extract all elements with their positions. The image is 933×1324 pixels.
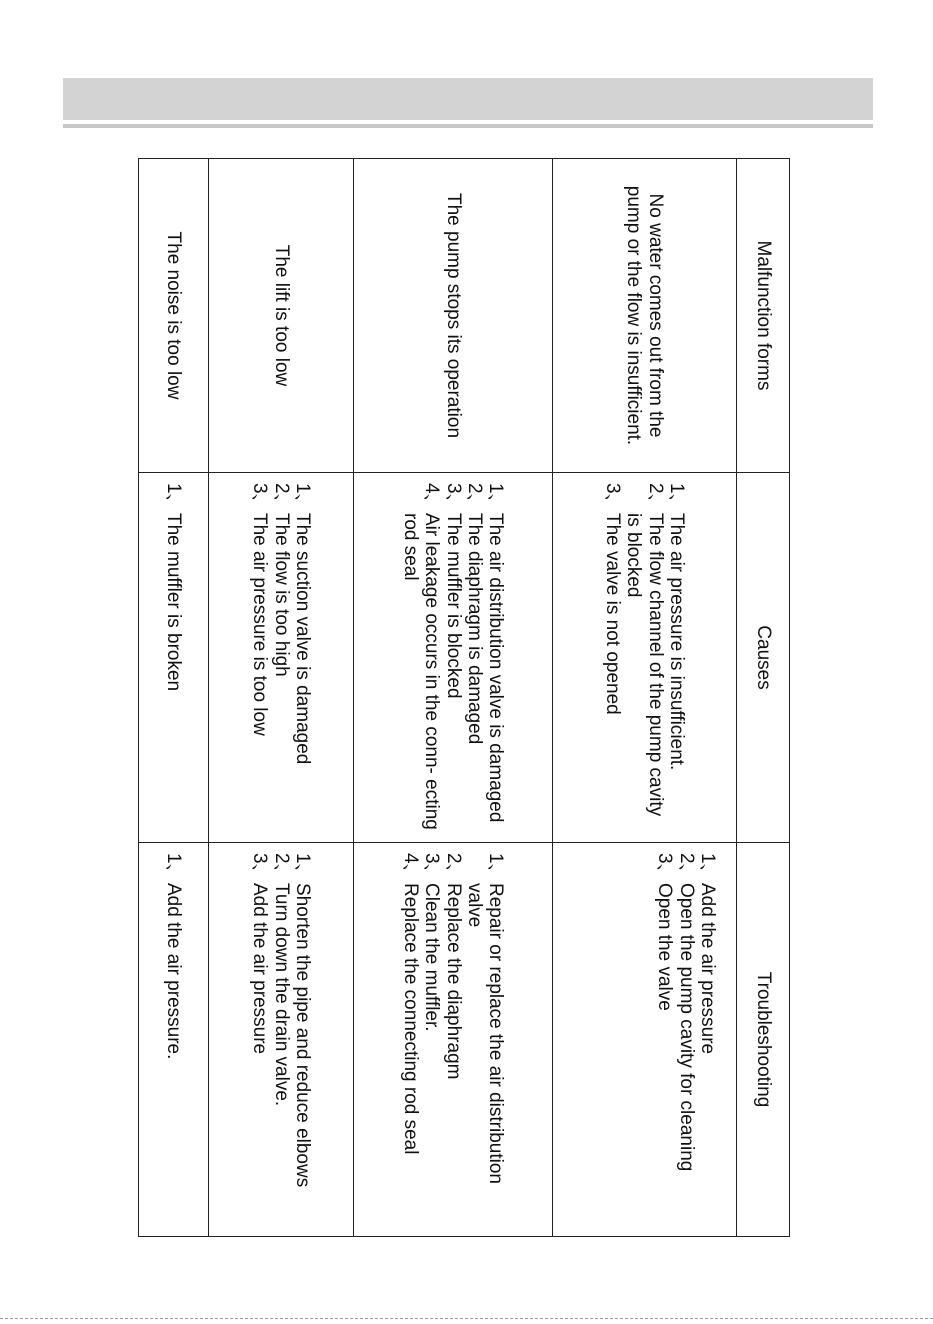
section-header-band xyxy=(63,78,873,120)
item-text: Repair or replace the air distribution valve xyxy=(463,883,507,1184)
page-bottom-rule xyxy=(0,1318,933,1319)
item-number: 2、 xyxy=(675,853,697,883)
list-item xyxy=(292,853,313,1226)
item-number: 3、 xyxy=(442,483,464,513)
item-text: The flow is too high xyxy=(270,513,292,677)
item-text: Air leakage occurs in the conn- ecting rod seal xyxy=(400,513,443,830)
list-item xyxy=(623,483,666,832)
item-number: 3、 xyxy=(249,853,271,883)
item-number: 1、 xyxy=(485,483,507,513)
troubleshooting-list xyxy=(163,853,184,1226)
malfunction-table xyxy=(138,158,790,1237)
item-text: Clean the muffler. xyxy=(421,883,443,1032)
list-item xyxy=(654,853,675,1226)
item-number: 1、 xyxy=(163,483,185,513)
list-item xyxy=(163,853,184,1226)
causes-cell xyxy=(354,473,553,843)
item-text: The diaphragm is damaged xyxy=(463,513,485,745)
list-item xyxy=(270,853,291,1226)
causes-cell xyxy=(209,473,354,843)
malfunction-form-cell: No water comes out from the pump or the flow is insufficient. xyxy=(553,159,737,473)
item-text: Shorten the pipe and reduce elbows xyxy=(291,883,313,1188)
causes-cell xyxy=(139,473,209,843)
item-number: 1、 xyxy=(163,853,185,883)
malfunction-form-cell: The noise is too low xyxy=(139,159,209,473)
list-item xyxy=(464,483,485,832)
list-item xyxy=(464,853,507,1226)
troubleshooting-cell xyxy=(354,843,553,1237)
item-number: 2、 xyxy=(270,853,292,883)
item-number: 1、 xyxy=(291,853,313,883)
list-item xyxy=(400,483,443,832)
table-row xyxy=(139,159,209,1237)
item-text: Add the air pressure xyxy=(249,883,271,1055)
item-text: Replace the connecting rod seal xyxy=(400,883,422,1155)
item-number: 1、 xyxy=(291,483,313,513)
table-row xyxy=(553,159,737,1237)
table-row xyxy=(209,159,354,1237)
list-item xyxy=(485,483,506,832)
item-number: 3、 xyxy=(602,483,624,513)
malfunction-form-cell: The lift is too low xyxy=(209,159,354,473)
list-item xyxy=(442,483,463,832)
list-item xyxy=(292,483,313,832)
item-text: Add the air pressure xyxy=(697,883,718,1055)
column-header-causes: Causes xyxy=(737,473,790,843)
table-rotation-wrapper xyxy=(145,158,790,1236)
item-text: The valve is not opened xyxy=(602,513,624,715)
item-text: Replace the diaphragm xyxy=(442,883,464,1080)
list-item xyxy=(666,483,687,832)
troubleshooting-cell xyxy=(139,843,209,1237)
item-text: Open the valve xyxy=(654,883,676,1011)
malfunction-form-cell: The pump stops its operation xyxy=(354,159,553,473)
item-number: 1、 xyxy=(485,853,507,883)
troubleshooting-list xyxy=(249,853,313,1226)
causes-list xyxy=(249,483,313,832)
item-text: The muffler is broken xyxy=(163,513,185,692)
item-number: 3、 xyxy=(249,483,271,513)
list-item xyxy=(697,853,718,1226)
list-item xyxy=(270,483,291,832)
item-number: 2、 xyxy=(644,483,666,513)
causes-list xyxy=(163,483,184,832)
troubleshooting-list xyxy=(654,853,718,1226)
column-header-troubleshooting: Troubleshooting xyxy=(737,843,790,1237)
item-number: 1、 xyxy=(666,483,688,513)
item-number: 1、 xyxy=(697,853,718,883)
item-text: The air pressure is too low xyxy=(249,513,271,736)
list-item xyxy=(602,483,623,832)
item-text: The air distribution valve is damaged xyxy=(485,513,507,823)
section-header-rule xyxy=(63,124,873,128)
item-text: Open the pump cavity for cleaning xyxy=(675,883,697,1172)
item-number: 3、 xyxy=(654,853,676,883)
list-item xyxy=(249,853,270,1226)
item-number: 4、 xyxy=(400,853,422,883)
item-number: 2、 xyxy=(463,483,485,513)
troubleshooting-list xyxy=(400,853,506,1226)
list-item xyxy=(442,853,463,1226)
item-number: 2、 xyxy=(442,853,464,883)
causes-list xyxy=(602,483,687,832)
item-text: The suction valve is damaged xyxy=(291,513,313,765)
item-text: The flow channel of the pump cavity is blocked xyxy=(623,513,666,817)
item-number: 2、 xyxy=(270,483,292,513)
item-text: The muffler is blocked xyxy=(442,513,464,699)
table-header-row xyxy=(737,159,790,1237)
item-text: Turn down the drain valve. xyxy=(270,883,292,1107)
item-number: 3、 xyxy=(421,853,443,883)
item-number: 4、 xyxy=(421,483,443,513)
troubleshooting-cell xyxy=(209,843,354,1237)
causes-list xyxy=(400,483,506,832)
causes-cell xyxy=(553,473,737,843)
troubleshooting-cell xyxy=(553,843,737,1237)
list-item xyxy=(249,483,270,832)
column-header-malfunction-forms: Malfunction forms xyxy=(737,159,790,473)
table-row xyxy=(354,159,553,1237)
item-text: The air pressure is insufficient. xyxy=(666,513,688,771)
list-item xyxy=(421,853,442,1226)
list-item xyxy=(675,853,696,1226)
list-item xyxy=(163,483,184,832)
list-item xyxy=(400,853,421,1226)
item-text: Add the air pressure. xyxy=(163,883,185,1060)
